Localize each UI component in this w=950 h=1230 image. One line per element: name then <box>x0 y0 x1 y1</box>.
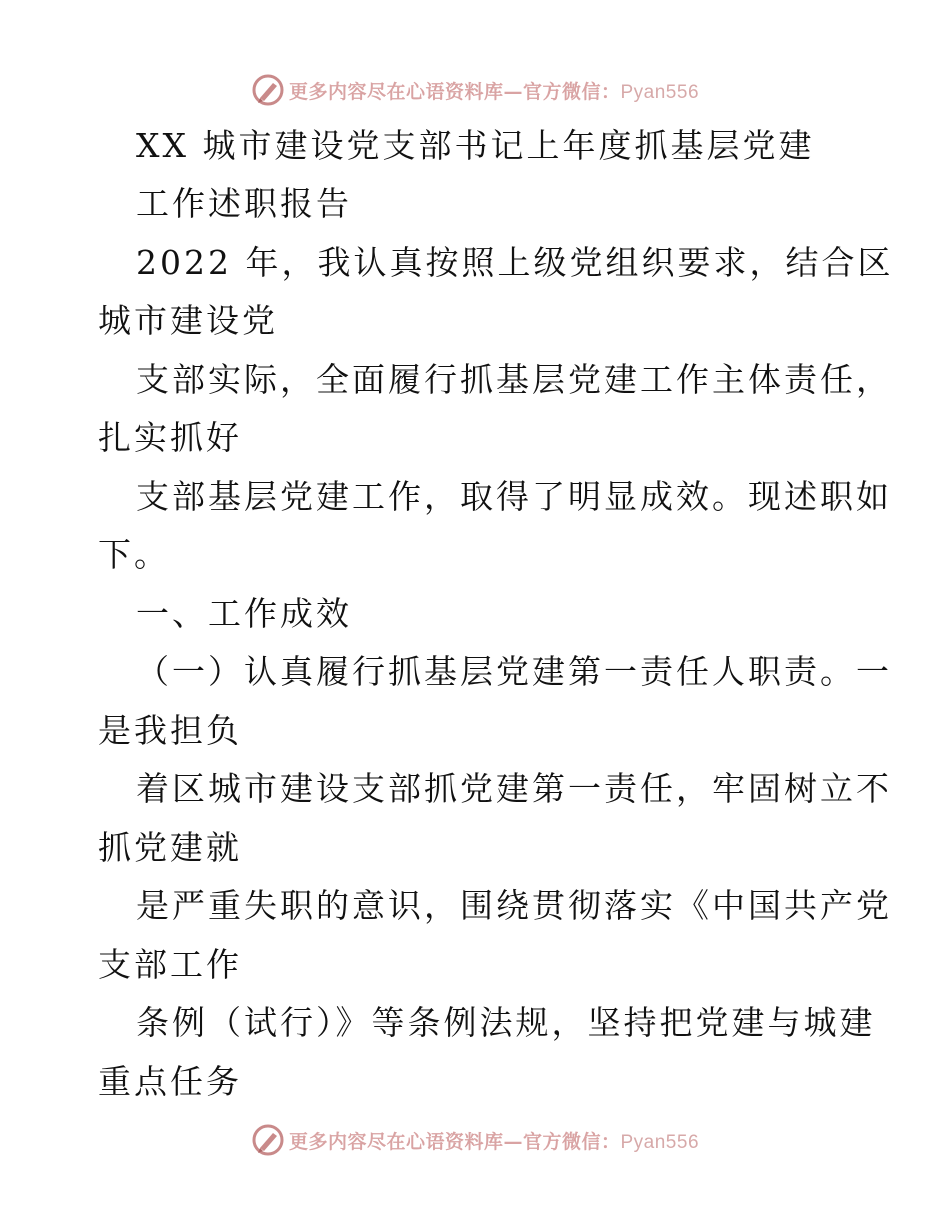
paragraph-line: 支部工作 <box>98 945 242 984</box>
footer-watermark <box>0 1122 950 1158</box>
paragraph-line: 条例（试行）》等条例法规，坚持把党建与城建 <box>136 1003 876 1042</box>
paragraph-line: 重点任务 <box>98 1062 242 1101</box>
header-watermark <box>0 72 950 108</box>
paragraph-line: 支部实际，全面履行抓基层党建工作主体责任， <box>136 360 892 399</box>
paragraph-line: 2022 年，我认真按照上级党组织要求，结合区 <box>136 243 894 282</box>
paragraph-line: 城市建设党 <box>98 301 278 340</box>
watermark-text: 更多内容尽在心语资料库—官方微信：Pyan556 <box>288 1130 700 1153</box>
paragraph-line: 支部基层党建工作，取得了明显成效。现述职如 <box>136 477 892 516</box>
pen-logo-icon <box>251 1123 285 1157</box>
paragraph-line: 着区城市建设支部抓党建第一责任，牢固树立不 <box>136 769 892 808</box>
paragraph-line: 扎实抓好 <box>98 418 242 457</box>
watermark-id: Pyan556 <box>620 81 700 103</box>
watermark-id: Pyan556 <box>620 1131 700 1153</box>
section-heading: 一、工作成效 <box>136 594 352 633</box>
watermark-text: 更多内容尽在心语资料库—官方微信：Pyan556 <box>288 80 700 103</box>
paragraph-line: 抓党建就 <box>98 828 242 867</box>
pen-logo-icon <box>251 73 285 107</box>
title-line-2: 工作述职报告 <box>136 184 352 223</box>
paragraph-line: 是严重失职的意识，围绕贯彻落实《中国共产党 <box>136 886 892 925</box>
title-line-1: XX 城市建设党支部书记上年度抓基层党建 <box>136 126 815 165</box>
paragraph-line: 下。 <box>98 535 170 574</box>
paragraph-line: （一）认真履行抓基层党建第一责任人职责。一 <box>136 652 892 691</box>
paragraph-line: 是我担负 <box>98 711 242 750</box>
